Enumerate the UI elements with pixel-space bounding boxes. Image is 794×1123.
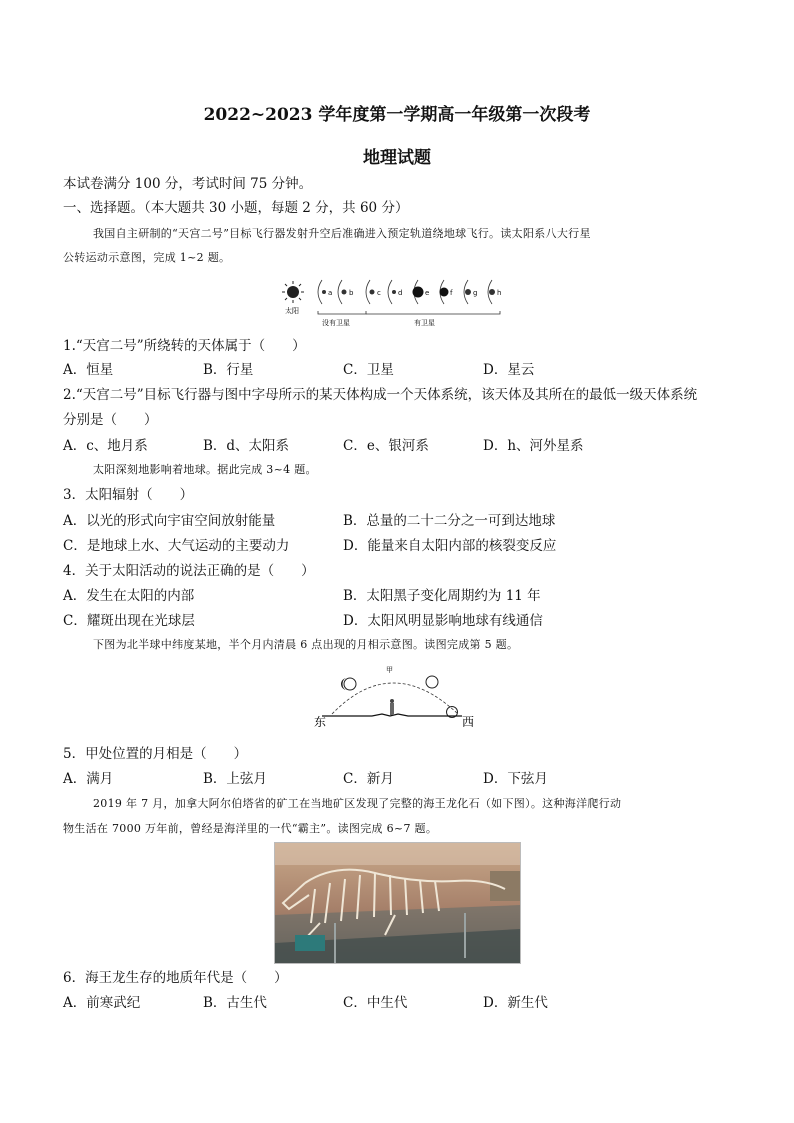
intro-4-line1: 2019 年 7 月，加拿大阿尔伯塔省的矿工在当地矿区发现了完整的海王龙化石（如下图）。这种海洋爬行动 [93, 797, 622, 810]
west-label: 西 [462, 715, 475, 729]
q1-option-a: A．恒星 [63, 362, 114, 378]
q2-option-b: B．d、太阳系 [203, 438, 290, 454]
intro-2: 太阳深刻地影响着地球。据此完成 3~4 题。 [93, 463, 317, 476]
q4-stem: 4．关于太阳活动的说法正确的是（ ） [63, 563, 315, 579]
solar-system-figure [282, 276, 512, 334]
q5-option-d: D．下弦月 [483, 771, 548, 787]
intro-4-line2: 物生活在 7000 万年前，曾经是海洋里的一代“霸主”。读图完成 6~7 题。 [63, 822, 438, 835]
planet-c [370, 290, 375, 295]
section-heading: 一、选择题。（本大题共 30 小题，每题 2 分，共 60 分） [63, 200, 409, 216]
letter-h: h [497, 289, 502, 297]
q6-option-a: A．前寒武纪 [63, 995, 141, 1011]
has-satellite-label: 有卫星 [414, 319, 435, 327]
q5-option-a: A．满月 [63, 771, 114, 787]
intro-3: 下图为北半球中纬度某地，半个月内清晨 6 点出现的月相示意图。读图完成第 5 题。 [93, 638, 519, 651]
planet-f [440, 288, 449, 297]
letter-b: b [349, 289, 354, 297]
q3-option-d: D．能量来自太阳内部的核裂变反应 [343, 538, 557, 554]
q3-option-c: C．是地球上水、大气运动的主要动力 [63, 538, 290, 554]
q3-option-a: A．以光的形式向宇宙空间放射能量 [63, 513, 276, 529]
planet-e [413, 287, 424, 298]
q4-option-a: A．发生在太阳的内部 [63, 588, 195, 604]
intro-1-line2: 公转运动示意图，完成 1~2 题。 [63, 251, 231, 264]
q2-stem-line2: 分别是（ ） [63, 412, 158, 428]
q4-option-b: B．太阳黑子变化周期约为 11 年 [343, 588, 541, 604]
planet-a [322, 290, 326, 294]
score-note: 本试卷满分 100 分，考试时间 75 分钟。 [63, 176, 313, 192]
letter-d: d [398, 289, 403, 297]
planet-b [342, 290, 347, 295]
q6-option-b: B．古生代 [203, 995, 267, 1011]
q5-stem: 5．甲处位置的月相是（ ） [63, 746, 248, 762]
sun-label: 太阳 [285, 307, 299, 315]
q1-option-c: C．卫星 [343, 362, 394, 378]
exam-subtitle: 地理试题 [363, 148, 431, 168]
q3-stem: 3．太阳辐射（ ） [63, 487, 194, 503]
jia-label: 甲 [386, 666, 393, 674]
q4-option-d: D．太阳风明显影响地球有线通信 [343, 613, 543, 629]
fossil-photo [274, 842, 521, 964]
letter-f: f [450, 289, 453, 297]
planet-d [392, 290, 396, 294]
observer-icon [390, 699, 394, 715]
letter-a: a [328, 289, 333, 297]
q1-option-d: D．星云 [483, 362, 535, 378]
no-satellite-label: 没有卫星 [322, 319, 350, 327]
q1-option-b: B．行星 [203, 362, 254, 378]
sun-icon [282, 281, 304, 303]
q2-option-a: A．c、地月系 [63, 438, 148, 454]
letter-c: c [377, 289, 381, 297]
q6-stem: 6．海王龙生存的地质年代是（ ） [63, 970, 288, 986]
crescent-moon-icon [341, 678, 356, 690]
q3-option-b: B．总量的二十二分之一可到达地球 [343, 513, 556, 529]
q6-option-d: D．新生代 [483, 995, 548, 1011]
planet-g [465, 289, 471, 295]
q5-option-c: C．新月 [343, 771, 394, 787]
moon-jia-icon [426, 676, 438, 688]
planet-h [489, 289, 495, 295]
letter-g: g [473, 289, 478, 297]
q4-option-c: C．耀斑出现在光球层 [63, 613, 195, 629]
q2-stem-line1: 2.“天宫二号”目标飞行器与图中字母所示的某天体构成一个天体系统，该天体及其所在的最低一级天体系统 [63, 387, 698, 403]
q2-option-c: C．e、银河系 [343, 438, 429, 454]
moon-path [332, 683, 458, 714]
exam-title: 2022~2023 学年度第一学期高一年级第一次段考 [203, 105, 591, 125]
east-label: 东 [314, 715, 327, 729]
letter-e: e [425, 289, 430, 297]
moon-phase-figure [312, 662, 492, 732]
q6-option-c: C．中生代 [343, 995, 408, 1011]
q1-stem: 1.“天宫二号”所绕转的天体属于（ ） [63, 338, 306, 354]
q5-option-b: B．上弦月 [203, 771, 267, 787]
q2-option-d: D．h、河外星系 [483, 438, 584, 454]
intro-1-line1: 我国自主研制的“天宫二号”目标飞行器发射升空后准确进入预定轨道绕地球飞行。读太阳系八大行星 [93, 227, 591, 240]
